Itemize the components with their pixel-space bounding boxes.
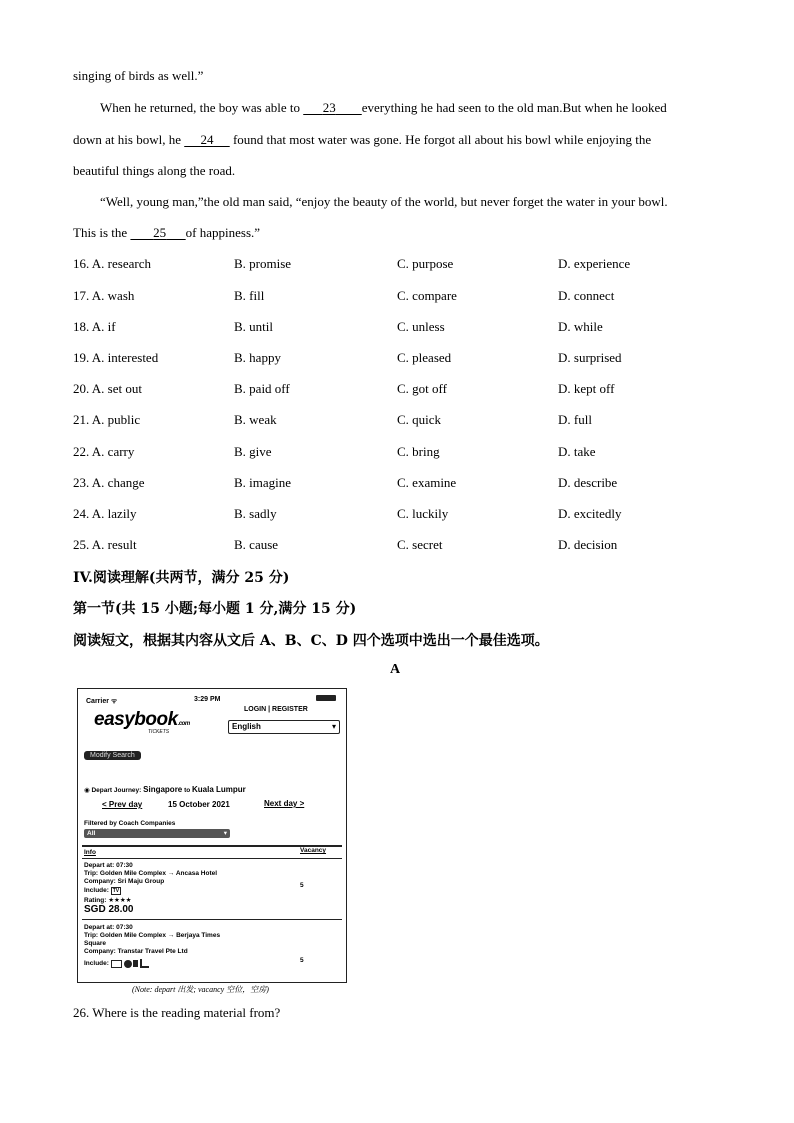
option-c[interactable]: C. bring xyxy=(397,444,440,459)
option-c[interactable]: C. pleased xyxy=(397,350,452,365)
filter-label: Filtered by Coach Companies xyxy=(84,820,176,827)
question-row xyxy=(73,444,733,462)
option-b[interactable]: B. weak xyxy=(234,412,277,427)
text: down at his bowl, he xyxy=(73,132,185,147)
text: everything he had seen to the old man.But when he looked xyxy=(361,100,667,115)
vocab-note: (Note: depart 出发; vacancy 空位，空房) xyxy=(132,985,269,994)
trip-include xyxy=(84,959,149,968)
trip-company: Company: Sri Maju Group xyxy=(84,878,165,885)
trip-vacancy: 5 xyxy=(300,882,304,889)
journey-from: Singapore xyxy=(143,785,183,794)
option-d[interactable]: D. decision xyxy=(558,537,618,552)
option-c[interactable]: C. compare xyxy=(397,288,457,303)
logo-tagline: TICKETS xyxy=(148,729,170,735)
passage-line xyxy=(73,132,651,148)
text: This is the xyxy=(73,225,131,240)
trip-vacancy: 5 xyxy=(300,957,304,964)
login-register-link[interactable]: LOGIN | REGISTER xyxy=(244,706,308,713)
language-select[interactable] xyxy=(228,720,340,734)
passage-label: A xyxy=(390,662,401,677)
passage-line: “Well, young man,”the old man said, “enjoy the beauty of the world, but never forget the water in your bowl. xyxy=(100,194,668,209)
option-c[interactable]: C. unless xyxy=(397,319,445,334)
modify-search-button[interactable]: Modify Search xyxy=(84,751,141,760)
blank-number: 25 xyxy=(153,225,167,240)
blank-24[interactable] xyxy=(184,132,230,148)
language-value: English xyxy=(232,722,261,731)
monitor-icon xyxy=(111,960,122,968)
logo-suffix: .com xyxy=(177,721,190,727)
divider xyxy=(82,919,342,920)
carrier-label: Carrier ᯤ xyxy=(86,698,118,705)
option-d[interactable]: D. connect xyxy=(558,288,615,303)
option-a[interactable]: 20. A. set out xyxy=(73,381,142,396)
trip-company: Company: Transtar Travel Pte Ltd xyxy=(84,948,188,955)
trip-route: Trip: Golden Mile Complex → Berjaya Times xyxy=(84,932,221,939)
clock: 3:29 PM xyxy=(194,696,221,703)
option-c[interactable]: C. purpose xyxy=(397,256,454,271)
journey-to: Kuala Lumpur xyxy=(192,785,246,794)
option-d[interactable]: D. while xyxy=(558,319,603,334)
chevron-down-icon: ▾ xyxy=(223,830,227,837)
trip-price: SGD 28.00 xyxy=(84,904,134,915)
option-c[interactable]: C. got off xyxy=(397,381,447,396)
trip-depart: Depart at: 07:30 xyxy=(84,862,133,869)
column-vacancy: Vacancy xyxy=(300,847,327,854)
option-a[interactable]: 22. A. carry xyxy=(73,444,135,459)
journey-prefix: Depart Journey: xyxy=(91,787,144,794)
question-row xyxy=(73,319,733,337)
option-c[interactable]: C. secret xyxy=(397,537,443,552)
trip-route: Trip: Golden Mile Complex → Ancasa Hotel xyxy=(84,870,218,877)
include-label: Include: xyxy=(84,887,109,894)
question-row xyxy=(73,381,733,399)
option-a[interactable]: 18. A. if xyxy=(73,319,116,334)
question-row xyxy=(73,412,733,430)
seat-icon xyxy=(140,959,149,968)
selected-date: 15 October 2021 xyxy=(168,800,230,809)
option-b[interactable]: B. promise xyxy=(234,256,292,271)
trip-rating: Rating: ★★★★ xyxy=(84,897,132,904)
option-d[interactable]: D. describe xyxy=(558,475,618,490)
filter-value: All xyxy=(87,830,96,837)
drink-icon xyxy=(133,960,138,967)
option-b[interactable]: B. cause xyxy=(234,537,279,552)
option-b[interactable]: B. give xyxy=(234,444,272,459)
section-subheading: 第一节(共 15 小题;每小题 1 分,满分 15 分) xyxy=(73,601,357,617)
option-b[interactable]: B. fill xyxy=(234,288,265,303)
text: of happiness.” xyxy=(185,225,261,240)
passage-line xyxy=(100,100,667,116)
option-d[interactable]: D. excitedly xyxy=(558,506,622,521)
option-d[interactable]: D. surprised xyxy=(558,350,622,365)
option-a[interactable]: 24. A. lazily xyxy=(73,506,137,521)
question-row xyxy=(73,256,733,274)
depart-journey xyxy=(84,785,246,794)
prev-day-link[interactable]: < Prev day xyxy=(102,800,143,809)
option-a[interactable]: 17. A. wash xyxy=(73,288,135,303)
option-a[interactable]: 21. A. public xyxy=(73,412,141,427)
column-info: Info xyxy=(84,849,96,856)
blank-number: 23 xyxy=(322,100,336,115)
option-a[interactable]: 23. A. change xyxy=(73,475,145,490)
include-label: Include: xyxy=(84,960,109,968)
trip-depart: Depart at: 07:30 xyxy=(84,924,133,931)
section-heading: IV.阅读理解(共两节，满分 25 分) xyxy=(73,570,290,586)
trip-include xyxy=(84,887,121,894)
text: found that most water was gone. He forgot all about his bowl while enjoying the xyxy=(229,132,652,147)
question-row xyxy=(73,506,733,524)
option-b[interactable]: B. sadly xyxy=(234,506,277,521)
trip-route-cont: Square xyxy=(84,940,107,947)
question-26: 26. Where is the reading material from? xyxy=(73,1005,281,1020)
booking-screenshot xyxy=(77,688,347,983)
passage-line: singing of birds as well.” xyxy=(73,68,204,83)
option-a[interactable]: 16. A. research xyxy=(73,256,151,271)
option-c[interactable]: C. luckily xyxy=(397,506,449,521)
instruction: 阅读短文，根据其内容从文后 A、B、C、D 四个选项中选出一个最佳选项。 xyxy=(73,633,549,649)
question-row xyxy=(73,350,733,368)
option-d[interactable]: D. take xyxy=(558,444,596,459)
text: When he returned, the boy was able to xyxy=(100,100,304,115)
option-b[interactable]: B. paid off xyxy=(234,381,290,396)
option-d[interactable]: D. full xyxy=(558,412,592,427)
passage-line xyxy=(73,225,260,241)
option-d[interactable]: D. kept off xyxy=(558,381,615,396)
blank-25[interactable] xyxy=(130,225,185,241)
option-d[interactable]: D. experience xyxy=(558,256,631,271)
journey-to-word: to xyxy=(182,787,193,794)
option-c[interactable]: C. examine xyxy=(397,475,457,490)
option-b[interactable]: B. until xyxy=(234,319,274,334)
option-b[interactable]: B. imagine xyxy=(234,475,292,490)
wifi-icon xyxy=(124,960,132,968)
easybook-logo xyxy=(94,709,190,731)
chevron-down-icon: ▾ xyxy=(331,722,336,731)
option-b[interactable]: B. happy xyxy=(234,350,281,365)
option-a[interactable]: 19. A. interested xyxy=(73,350,159,365)
blank-number: 24 xyxy=(200,132,214,147)
company-filter-select[interactable] xyxy=(84,829,230,838)
passage-line: beautiful things along the road. xyxy=(73,163,236,178)
question-row xyxy=(73,288,733,306)
divider xyxy=(82,858,342,859)
option-a[interactable]: 25. A. result xyxy=(73,537,137,552)
logo-text: easybook xyxy=(94,709,178,730)
battery-icon xyxy=(316,695,336,701)
tv-icon: TV xyxy=(112,888,120,894)
question-row xyxy=(73,475,733,493)
next-day-link[interactable]: Next day > xyxy=(264,799,305,808)
question-row xyxy=(73,537,733,555)
blank-23[interactable] xyxy=(303,100,362,116)
option-c[interactable]: C. quick xyxy=(397,412,442,427)
location-pin-icon: ◉ xyxy=(84,787,92,794)
